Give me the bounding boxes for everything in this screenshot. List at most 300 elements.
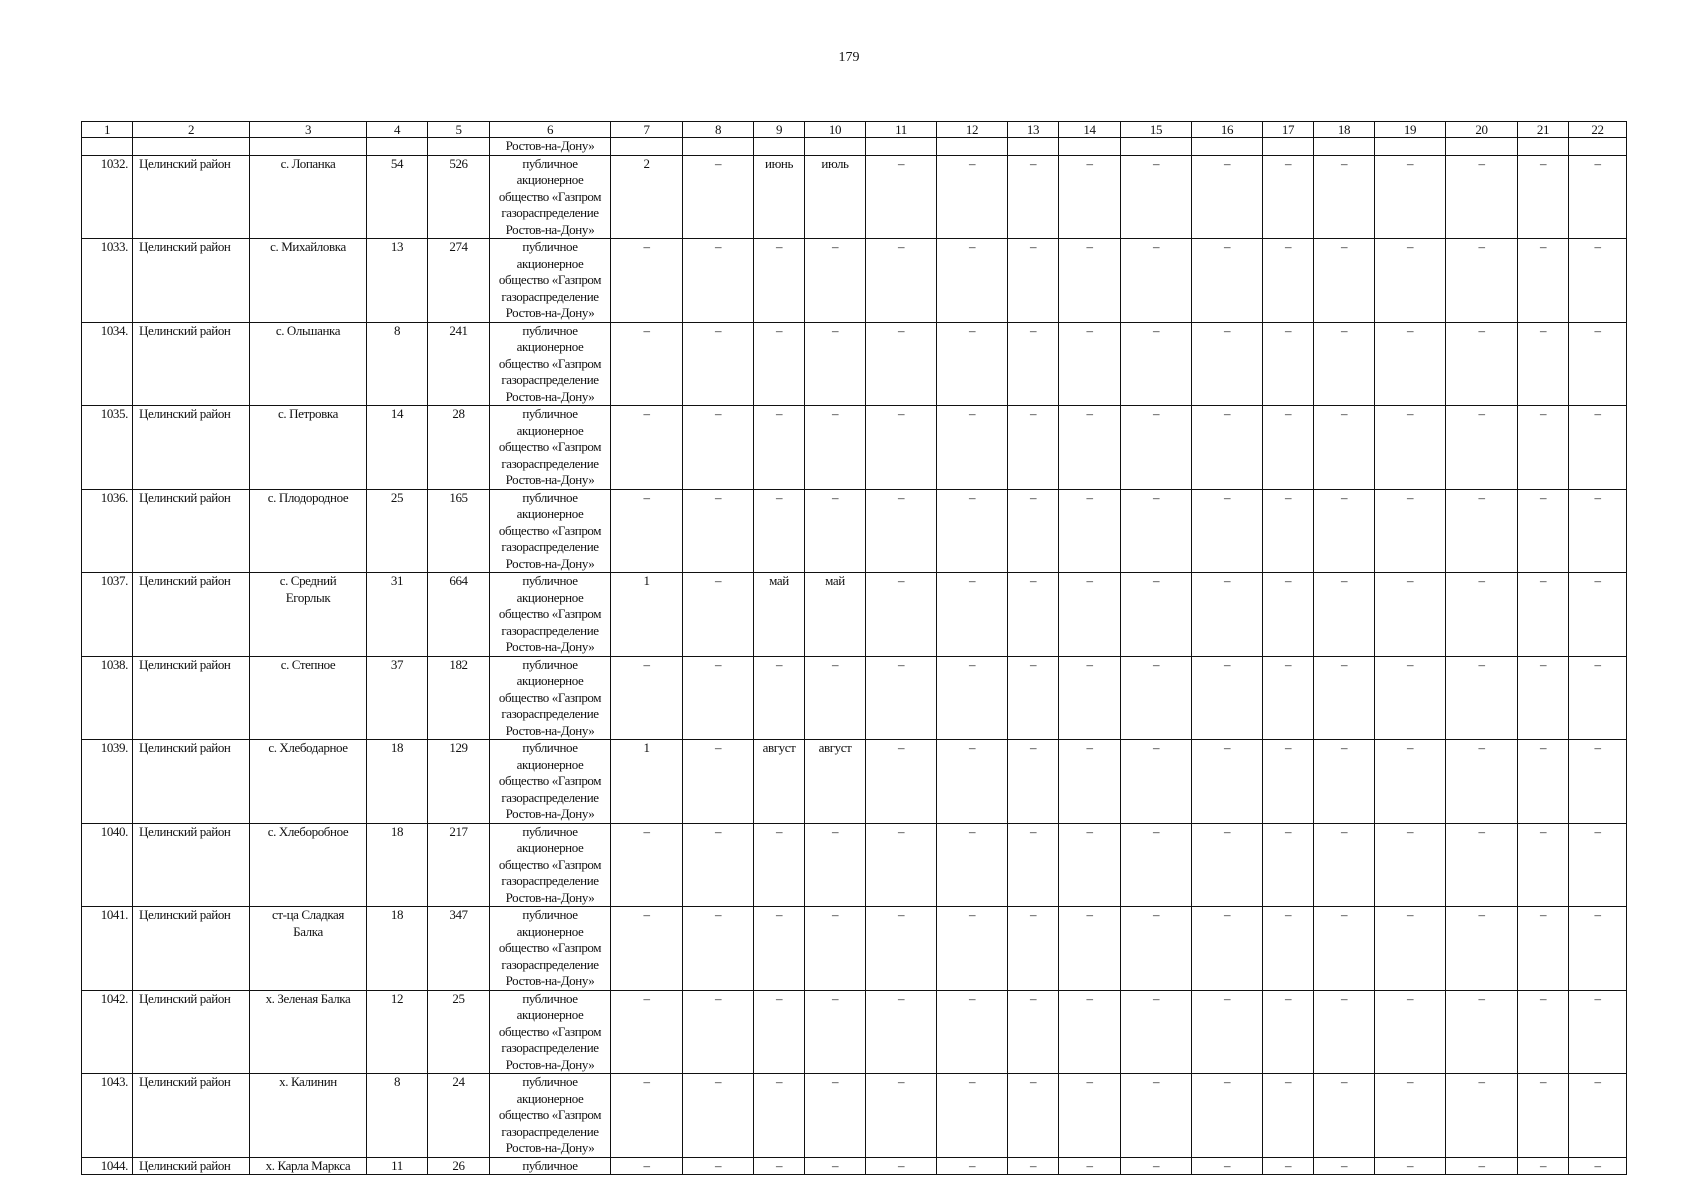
district-cell: Целинский район (133, 990, 250, 1074)
col-12-cell: – (937, 573, 1008, 657)
col-20-cell: – (1446, 907, 1518, 991)
col-21-cell: – (1518, 573, 1569, 657)
col-9-cell: – (754, 406, 805, 490)
col-11-cell: – (866, 656, 937, 740)
col-21-cell: – (1518, 1157, 1569, 1175)
col-13-cell: – (1008, 1157, 1059, 1175)
column-number-19: 19 (1375, 122, 1446, 138)
organization-cell: публичное акционерное общество «Газпром газораспределение Ростов-на-Дону» (490, 322, 611, 406)
col-10-cell: – (805, 990, 866, 1074)
col-7-cell: – (611, 1074, 683, 1158)
col-10-cell: – (805, 907, 866, 991)
col-13-cell: – (1008, 573, 1059, 657)
col-17-cell: – (1263, 489, 1314, 573)
col-8-cell: – (683, 907, 754, 991)
col-19-cell: – (1375, 406, 1446, 490)
table-row (82, 1157, 1627, 1175)
col-15-cell: – (1121, 322, 1192, 406)
col-13-cell: – (1008, 656, 1059, 740)
col-4-cell: 37 (367, 656, 428, 740)
table-row (82, 573, 1627, 657)
col-11-cell: – (866, 322, 937, 406)
col-15-cell: – (1121, 1157, 1192, 1175)
col-14-cell: – (1059, 1074, 1121, 1158)
col-7-cell: 1 (611, 740, 683, 824)
col-18-cell: – (1314, 823, 1375, 907)
district-cell: Целинский район (133, 1157, 250, 1175)
col-22-cell: – (1569, 740, 1627, 824)
col-20-cell: – (1446, 1074, 1518, 1158)
column-number-17: 17 (1263, 122, 1314, 138)
col-20-cell: – (1446, 573, 1518, 657)
district-cell: Целинский район (133, 656, 250, 740)
settlement-cell: х. Карла Маркса (250, 1157, 367, 1175)
row-number-cell: 1032. (82, 155, 133, 239)
row-number-cell: 1034. (82, 322, 133, 406)
col-7-cell: 1 (611, 573, 683, 657)
col-15-cell: – (1121, 489, 1192, 573)
col-18-cell: – (1314, 406, 1375, 490)
col-12-cell: – (937, 406, 1008, 490)
cell (1314, 138, 1375, 156)
column-number-20: 20 (1446, 122, 1518, 138)
col-14-cell: – (1059, 322, 1121, 406)
col-11-cell: – (866, 155, 937, 239)
col-19-cell: – (1375, 907, 1446, 991)
column-number-15: 15 (1121, 122, 1192, 138)
col-10-cell: май (805, 573, 866, 657)
column-number-row (82, 122, 1627, 138)
col-8-cell: – (683, 573, 754, 657)
cell (1059, 138, 1121, 156)
col-10-cell: – (805, 489, 866, 573)
col-16-cell: – (1192, 489, 1263, 573)
table-row (82, 990, 1627, 1074)
col-17-cell: – (1263, 823, 1314, 907)
col-7-cell: – (611, 823, 683, 907)
col-12-cell: – (937, 239, 1008, 323)
col-13-cell: – (1008, 1074, 1059, 1158)
col-18-cell: – (1314, 907, 1375, 991)
col-19-cell: – (1375, 573, 1446, 657)
row-number-cell: 1037. (82, 573, 133, 657)
col-5-cell: 25 (428, 990, 490, 1074)
table-row (82, 322, 1627, 406)
col-4-cell: 18 (367, 740, 428, 824)
col-22-cell: – (1569, 155, 1627, 239)
col-9-cell: – (754, 489, 805, 573)
col-22-cell: – (1569, 239, 1627, 323)
col-4-cell: 25 (367, 489, 428, 573)
col-5-cell: 24 (428, 1074, 490, 1158)
col-10-cell: – (805, 1074, 866, 1158)
gas-supply-table-container (81, 121, 1627, 1175)
cell (133, 138, 250, 156)
col-17-cell: – (1263, 990, 1314, 1074)
settlement-cell: с. Хлебодарное (250, 740, 367, 824)
column-number-2: 2 (133, 122, 250, 138)
district-cell: Целинский район (133, 489, 250, 573)
column-number-16: 16 (1192, 122, 1263, 138)
settlement-cell: с. Михайловка (250, 239, 367, 323)
col-21-cell: – (1518, 489, 1569, 573)
col-20-cell: – (1446, 406, 1518, 490)
col-19-cell: – (1375, 740, 1446, 824)
col-7-cell: – (611, 1157, 683, 1175)
col-16-cell: – (1192, 322, 1263, 406)
col-9-cell: – (754, 1157, 805, 1175)
district-cell: Целинский район (133, 322, 250, 406)
table-row (82, 406, 1627, 490)
col-5-cell: 165 (428, 489, 490, 573)
organization-cell: публичное акционерное общество «Газпром газораспределение Ростов-на-Дону» (490, 990, 611, 1074)
row-number-cell: 1043. (82, 1074, 133, 1158)
cell (1446, 138, 1518, 156)
organization-cell: публичное акционерное общество «Газпром газораспределение Ростов-на-Дону» (490, 823, 611, 907)
column-number-3: 3 (250, 122, 367, 138)
col-19-cell: – (1375, 155, 1446, 239)
col-11-cell: – (866, 823, 937, 907)
col-10-cell: – (805, 823, 866, 907)
col-16-cell: – (1192, 740, 1263, 824)
col-18-cell: – (1314, 239, 1375, 323)
col-17-cell: – (1263, 740, 1314, 824)
col-5-cell: 26 (428, 1157, 490, 1175)
district-cell: Целинский район (133, 573, 250, 657)
col-14-cell: – (1059, 489, 1121, 573)
col-13-cell: – (1008, 406, 1059, 490)
column-number-13: 13 (1008, 122, 1059, 138)
col-11-cell: – (866, 907, 937, 991)
organization-cell: публичное акционерное общество «Газпром газораспределение Ростов-на-Дону» (490, 155, 611, 239)
col-15-cell: – (1121, 573, 1192, 657)
col-21-cell: – (1518, 740, 1569, 824)
col-14-cell: – (1059, 907, 1121, 991)
table-row (82, 907, 1627, 991)
col-20-cell: – (1446, 656, 1518, 740)
col-8-cell: – (683, 322, 754, 406)
col-4-cell: 14 (367, 406, 428, 490)
column-number-4: 4 (367, 122, 428, 138)
cell (754, 138, 805, 156)
col-11-cell: – (866, 990, 937, 1074)
col-7-cell: – (611, 907, 683, 991)
col-21-cell: – (1518, 907, 1569, 991)
cell (937, 138, 1008, 156)
col-20-cell: – (1446, 740, 1518, 824)
col-8-cell: – (683, 656, 754, 740)
col-9-cell: – (754, 1074, 805, 1158)
organization-cell: публичное акционерное общество «Газпром газораспределение Ростов-на-Дону» (490, 239, 611, 323)
col-17-cell: – (1263, 1157, 1314, 1175)
col-7-cell: – (611, 406, 683, 490)
col-13-cell: – (1008, 823, 1059, 907)
table-row (82, 489, 1627, 573)
district-cell: Целинский район (133, 1074, 250, 1158)
col-22-cell: – (1569, 322, 1627, 406)
col-22-cell: – (1569, 573, 1627, 657)
table-row (82, 239, 1627, 323)
col-17-cell: – (1263, 656, 1314, 740)
col-7-cell: – (611, 239, 683, 323)
cell (1375, 138, 1446, 156)
col-5-cell: 129 (428, 740, 490, 824)
col-20-cell: – (1446, 990, 1518, 1074)
col-11-cell: – (866, 1157, 937, 1175)
col-19-cell: – (1375, 239, 1446, 323)
col-5-cell: 664 (428, 573, 490, 657)
col-20-cell: – (1446, 823, 1518, 907)
col-13-cell: – (1008, 907, 1059, 991)
cell (866, 138, 937, 156)
col-16-cell: – (1192, 1157, 1263, 1175)
col-21-cell: – (1518, 322, 1569, 406)
table-row (82, 740, 1627, 824)
col-9-cell: август (754, 740, 805, 824)
col-7-cell: – (611, 489, 683, 573)
col-14-cell: – (1059, 155, 1121, 239)
org-continuation-cell: Ростов-на-Дону» (490, 138, 611, 156)
page-number: 179 (838, 50, 860, 65)
col-4-cell: 12 (367, 990, 428, 1074)
col-12-cell: – (937, 823, 1008, 907)
column-number-7: 7 (611, 122, 683, 138)
col-12-cell: – (937, 656, 1008, 740)
col-12-cell: – (937, 155, 1008, 239)
col-16-cell: – (1192, 823, 1263, 907)
col-9-cell: – (754, 322, 805, 406)
column-number-21: 21 (1518, 122, 1569, 138)
col-5-cell: 182 (428, 656, 490, 740)
col-17-cell: – (1263, 573, 1314, 657)
col-21-cell: – (1518, 823, 1569, 907)
col-4-cell: 11 (367, 1157, 428, 1175)
settlement-cell: с. Лопанка (250, 155, 367, 239)
cell (1008, 138, 1059, 156)
row-number-cell: 1036. (82, 489, 133, 573)
cell (1192, 138, 1263, 156)
cell (683, 138, 754, 156)
column-number-5: 5 (428, 122, 490, 138)
col-4-cell: 13 (367, 239, 428, 323)
organization-cell: публичное акционерное общество «Газпром газораспределение Ростов-на-Дону» (490, 406, 611, 490)
organization-cell: публичное акционерное общество «Газпром газораспределение Ростов-на-Дону» (490, 656, 611, 740)
cell (1518, 138, 1569, 156)
cell (611, 138, 683, 156)
cell (1569, 138, 1627, 156)
settlement-cell: с. Средний Егорлык (250, 573, 367, 657)
column-number-18: 18 (1314, 122, 1375, 138)
col-22-cell: – (1569, 1157, 1627, 1175)
organization-cell: публичное (490, 1157, 611, 1175)
col-16-cell: – (1192, 406, 1263, 490)
column-number-8: 8 (683, 122, 754, 138)
cell (82, 138, 133, 156)
settlement-cell: с. Хлеборобное (250, 823, 367, 907)
col-18-cell: – (1314, 656, 1375, 740)
col-12-cell: – (937, 1074, 1008, 1158)
col-11-cell: – (866, 489, 937, 573)
col-16-cell: – (1192, 656, 1263, 740)
col-5-cell: 28 (428, 406, 490, 490)
col-22-cell: – (1569, 907, 1627, 991)
col-12-cell: – (937, 907, 1008, 991)
col-4-cell: 31 (367, 573, 428, 657)
col-9-cell: май (754, 573, 805, 657)
col-14-cell: – (1059, 740, 1121, 824)
col-8-cell: – (683, 406, 754, 490)
col-17-cell: – (1263, 239, 1314, 323)
row-number-cell: 1041. (82, 907, 133, 991)
col-14-cell: – (1059, 990, 1121, 1074)
col-8-cell: – (683, 740, 754, 824)
col-13-cell: – (1008, 239, 1059, 323)
column-number-1: 1 (82, 122, 133, 138)
col-20-cell: – (1446, 155, 1518, 239)
col-7-cell: – (611, 322, 683, 406)
col-11-cell: – (866, 1074, 937, 1158)
col-18-cell: – (1314, 990, 1375, 1074)
row-number-cell: 1042. (82, 990, 133, 1074)
col-12-cell: – (937, 322, 1008, 406)
col-21-cell: – (1518, 239, 1569, 323)
col-9-cell: – (754, 656, 805, 740)
col-20-cell: – (1446, 489, 1518, 573)
column-number-14: 14 (1059, 122, 1121, 138)
col-15-cell: – (1121, 406, 1192, 490)
col-12-cell: – (937, 990, 1008, 1074)
col-4-cell: 8 (367, 1074, 428, 1158)
col-18-cell: – (1314, 1074, 1375, 1158)
col-4-cell: 54 (367, 155, 428, 239)
col-4-cell: 8 (367, 322, 428, 406)
col-7-cell: – (611, 656, 683, 740)
col-15-cell: – (1121, 740, 1192, 824)
district-cell: Целинский район (133, 907, 250, 991)
col-20-cell: – (1446, 1157, 1518, 1175)
col-17-cell: – (1263, 1074, 1314, 1158)
district-cell: Целинский район (133, 406, 250, 490)
col-18-cell: – (1314, 573, 1375, 657)
settlement-cell: с. Петровка (250, 406, 367, 490)
col-12-cell: – (937, 740, 1008, 824)
organization-cell: публичное акционерное общество «Газпром газораспределение Ростов-на-Дону» (490, 907, 611, 991)
col-22-cell: – (1569, 656, 1627, 740)
cell (1121, 138, 1192, 156)
col-19-cell: – (1375, 489, 1446, 573)
cell (250, 138, 367, 156)
col-15-cell: – (1121, 907, 1192, 991)
col-18-cell: – (1314, 322, 1375, 406)
organization-cell: публичное акционерное общество «Газпром газораспределение Ростов-на-Дону» (490, 1074, 611, 1158)
settlement-cell: х. Зеленая Балка (250, 990, 367, 1074)
district-cell: Целинский район (133, 155, 250, 239)
col-19-cell: – (1375, 1157, 1446, 1175)
col-22-cell: – (1569, 990, 1627, 1074)
row-number-cell: 1040. (82, 823, 133, 907)
col-20-cell: – (1446, 239, 1518, 323)
col-5-cell: 241 (428, 322, 490, 406)
col-14-cell: – (1059, 406, 1121, 490)
col-5-cell: 217 (428, 823, 490, 907)
col-22-cell: – (1569, 406, 1627, 490)
table-row (82, 155, 1627, 239)
col-12-cell: – (937, 489, 1008, 573)
col-19-cell: – (1375, 823, 1446, 907)
cell (1263, 138, 1314, 156)
col-4-cell: 18 (367, 823, 428, 907)
cell (367, 138, 428, 156)
col-13-cell: – (1008, 489, 1059, 573)
settlement-cell: с. Степное (250, 656, 367, 740)
col-9-cell: июнь (754, 155, 805, 239)
col-19-cell: – (1375, 990, 1446, 1074)
col-13-cell: – (1008, 740, 1059, 824)
row-number-cell: 1039. (82, 740, 133, 824)
col-9-cell: – (754, 239, 805, 323)
col-8-cell: – (683, 489, 754, 573)
col-19-cell: – (1375, 322, 1446, 406)
settlement-cell: ст-ца Сладкая Балка (250, 907, 367, 991)
district-cell: Целинский район (133, 740, 250, 824)
col-18-cell: – (1314, 489, 1375, 573)
cell (805, 138, 866, 156)
col-21-cell: – (1518, 656, 1569, 740)
col-11-cell: – (866, 740, 937, 824)
settlement-cell: х. Калинин (250, 1074, 367, 1158)
col-10-cell: – (805, 239, 866, 323)
col-14-cell: – (1059, 1157, 1121, 1175)
col-5-cell: 274 (428, 239, 490, 323)
col-16-cell: – (1192, 990, 1263, 1074)
col-8-cell: – (683, 1074, 754, 1158)
col-10-cell: – (805, 656, 866, 740)
column-number-11: 11 (866, 122, 937, 138)
col-15-cell: – (1121, 823, 1192, 907)
col-8-cell: – (683, 1157, 754, 1175)
col-12-cell: – (937, 1157, 1008, 1175)
row-number-cell: 1038. (82, 656, 133, 740)
col-10-cell: июль (805, 155, 866, 239)
col-10-cell: – (805, 406, 866, 490)
col-21-cell: – (1518, 1074, 1569, 1158)
col-13-cell: – (1008, 990, 1059, 1074)
table-row (82, 1074, 1627, 1158)
col-20-cell: – (1446, 322, 1518, 406)
col-15-cell: – (1121, 1074, 1192, 1158)
col-8-cell: – (683, 155, 754, 239)
col-14-cell: – (1059, 239, 1121, 323)
col-8-cell: – (683, 823, 754, 907)
col-21-cell: – (1518, 155, 1569, 239)
col-10-cell: – (805, 322, 866, 406)
col-15-cell: – (1121, 239, 1192, 323)
row-number-cell: 1044. (82, 1157, 133, 1175)
settlement-cell: с. Ольшанка (250, 322, 367, 406)
col-15-cell: – (1121, 155, 1192, 239)
table-row (82, 823, 1627, 907)
organization-cell: публичное акционерное общество «Газпром газораспределение Ростов-на-Дону» (490, 740, 611, 824)
district-cell: Целинский район (133, 823, 250, 907)
col-22-cell: – (1569, 1074, 1627, 1158)
district-cell: Целинский район (133, 239, 250, 323)
table-row (82, 656, 1627, 740)
col-16-cell: – (1192, 907, 1263, 991)
table-body (82, 138, 1627, 1175)
col-17-cell: – (1263, 907, 1314, 991)
col-14-cell: – (1059, 573, 1121, 657)
col-17-cell: – (1263, 322, 1314, 406)
